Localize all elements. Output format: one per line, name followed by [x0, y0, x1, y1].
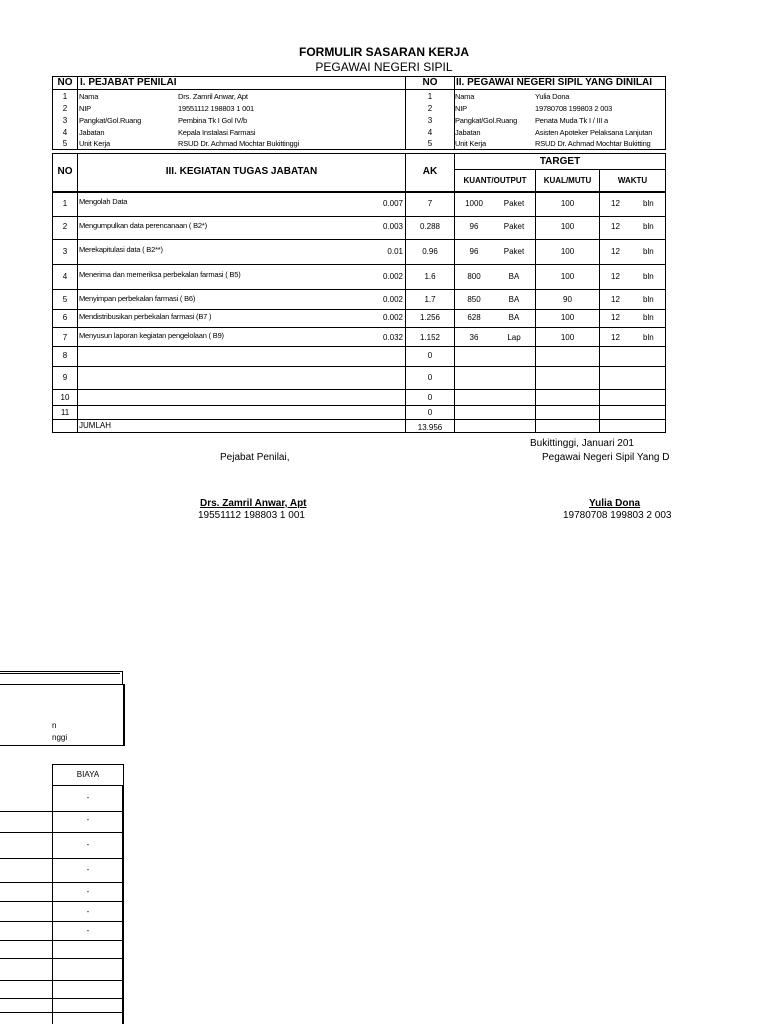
s2-value: Yulia Dona: [535, 92, 570, 101]
total-label: JUMLAH: [79, 421, 112, 430]
row-ak: 7: [427, 199, 433, 208]
s2-value: Penata Muda Tk I / III a: [535, 116, 609, 125]
biaya-value: -: [86, 840, 90, 849]
row-time: 12: [611, 272, 620, 281]
right-signer-name: Yulia Dona: [589, 498, 641, 509]
s1-no: 4: [62, 128, 68, 137]
form-subtitle: PEGAWAI NEGERI SIPIL: [315, 60, 453, 74]
row-time: 12: [611, 222, 620, 231]
left-signer-name: Drs. Zamril Anwar, Apt: [200, 498, 307, 509]
place-date: Bukittinggi, Januari 201: [530, 438, 634, 449]
row-time: 12: [611, 295, 620, 304]
row-ak: 1.256: [419, 313, 441, 322]
frag-text-2: nggi: [52, 733, 68, 742]
row-activity: Mengumpulkan data perencanaan ( B2*): [79, 221, 207, 230]
s2-no: 4: [427, 128, 433, 137]
s1-value: Pembina Tk I Gol IV/b: [178, 116, 248, 125]
s1-value: RSUD Dr. Achmad Mochtar Bukittinggi: [178, 139, 299, 148]
row-kual: 100: [560, 272, 575, 281]
row-activity: Merekapitulasi data ( B2**): [79, 245, 163, 254]
row-time-unit: bln: [643, 199, 654, 208]
row-no: 4: [62, 272, 68, 281]
row-rate: 0.002: [382, 295, 403, 304]
row-kual: 100: [560, 313, 575, 322]
row-time-unit: bln: [643, 295, 654, 304]
frag-text-1: n: [52, 721, 57, 730]
s1-value: Kepala Instalasi Farmasi: [178, 128, 256, 137]
s2-value: RSUD Dr. Achmad Mochtar Bukitting: [535, 139, 651, 148]
s2-label: Pangkat/Gol.Ruang: [455, 116, 518, 125]
row-ak: 1.6: [424, 272, 436, 281]
s1-no: 1: [62, 92, 68, 101]
biaya-value: -: [86, 887, 90, 896]
table-kuant-header: KUANT/OUTPUT: [463, 176, 527, 185]
biaya-value: -: [86, 815, 90, 824]
row-no: 8: [62, 351, 68, 360]
biaya-value: -: [86, 907, 90, 916]
row-no: 7: [62, 333, 68, 342]
row-rate: 0.003: [382, 222, 403, 231]
row-qty: 628: [467, 313, 481, 322]
s2-label: Unit Kerja: [455, 139, 486, 148]
right-signer-nip: 19780708 199803 2 003: [563, 510, 672, 521]
s2-no: 5: [427, 139, 433, 148]
table-no-header: NO: [57, 166, 73, 177]
row-rate: 0.01: [387, 247, 403, 256]
s2-no: 3: [427, 116, 433, 125]
row-kual: 100: [560, 199, 575, 208]
row-no: 10: [60, 393, 70, 402]
row-ak: 0.288: [419, 222, 441, 231]
left-signer-role: Pejabat Penilai,: [220, 452, 290, 463]
row-no: 11: [60, 408, 70, 417]
row-unit: BA: [508, 295, 520, 304]
row-qty: 850: [467, 295, 481, 304]
row-time: 12: [611, 313, 620, 322]
row-ak: 1.152: [419, 333, 441, 342]
s2-label: Nama: [455, 92, 475, 101]
row-kual: 90: [563, 295, 572, 304]
row-time: 12: [611, 199, 620, 208]
s1-label: Pangkat/Gol.Ruang: [79, 116, 142, 125]
biaya-value: -: [86, 793, 90, 802]
s1-no: 5: [62, 139, 68, 148]
row-no: 9: [62, 373, 68, 382]
biaya-header: BIAYA: [76, 770, 100, 779]
row-unit: BA: [508, 272, 520, 281]
s1-label: Nama: [79, 92, 99, 101]
s1-value: Drs. Zamril Anwar, Apt: [178, 92, 248, 101]
row-ak: 0.96: [422, 247, 438, 256]
row-ak: 0: [427, 351, 433, 360]
row-rate: 0.007: [382, 199, 403, 208]
row-qty: 96: [469, 222, 479, 231]
row-ak: 0: [427, 408, 433, 417]
row-no: 6: [62, 313, 68, 322]
biaya-value: -: [86, 926, 90, 935]
row-time: 12: [611, 247, 620, 256]
s2-no: 1: [427, 92, 433, 101]
row-rate: 0.002: [382, 272, 403, 281]
row-activity: Menyimpan perbekalan farmasi ( B6): [79, 294, 196, 303]
table-activity-header: III. KEGIATAN TUGAS JABATAN: [165, 166, 318, 177]
right-signer-role: Pegawai Negeri Sipil Yang D: [542, 452, 670, 463]
total-ak: 13.956: [417, 423, 443, 432]
row-time-unit: bln: [643, 222, 654, 231]
table-target-header: TARGET: [539, 156, 581, 167]
table-waktu-header: WAKTU: [617, 176, 648, 185]
s1-label: Jabatan: [79, 128, 105, 137]
s2-value: 19780708 199803 2 003: [535, 104, 613, 113]
left-signer-nip: 19551112 198803 1 001: [198, 510, 305, 521]
s2-label: Jabatan: [455, 128, 481, 137]
row-time-unit: bln: [643, 247, 654, 256]
table-ak-header: AK: [422, 166, 438, 177]
row-activity: Mengolah Data: [79, 197, 128, 206]
row-kual: 100: [560, 333, 575, 342]
section2-header: II. PEGAWAI NEGERI SIPIL YANG DINILAI: [456, 77, 652, 88]
section1-header: I. PEJABAT PENILAI: [80, 77, 177, 88]
row-activity: Menyusun laporan kegiatan pengelolaan ( B9): [79, 331, 224, 340]
row-qty: 96: [469, 247, 479, 256]
s1-no: 3: [62, 116, 68, 125]
row-time-unit: bln: [643, 333, 654, 342]
s1-value: 19551112 198803 1 001: [178, 104, 255, 113]
row-ak: 0: [427, 393, 433, 402]
s2-label: NIP: [455, 104, 467, 113]
row-kual: 100: [560, 247, 575, 256]
row-qty: 1000: [465, 199, 483, 208]
row-time: 12: [611, 333, 620, 342]
table-kual-header: KUAL/MUTU: [543, 176, 592, 185]
row-no: 5: [62, 295, 68, 304]
row-qty: 800: [467, 272, 481, 281]
row-no: 2: [62, 222, 68, 231]
row-unit: Paket: [503, 222, 525, 231]
row-no: 3: [62, 247, 68, 256]
form-title: FORMULIR SASARAN KERJA: [298, 45, 469, 59]
row-activity: Menerima dan memeriksa perbekalan farmasi ( B5): [79, 270, 241, 279]
row-kual: 100: [560, 222, 575, 231]
row-time-unit: bln: [643, 313, 654, 322]
row-time-unit: bln: [643, 272, 654, 281]
row-rate: 0.032: [382, 333, 403, 342]
row-unit: Paket: [503, 199, 525, 208]
s1-label: Unit Kerja: [79, 139, 110, 148]
row-unit: Lap: [507, 333, 521, 342]
row-rate: 0.002: [382, 313, 403, 322]
section1-no-header: NO: [57, 77, 73, 88]
row-unit: BA: [508, 313, 520, 322]
row-qty: 36: [469, 333, 479, 342]
row-activity: Mendistribusikan perbekalan farmasi (B7 ): [79, 312, 212, 321]
s1-label: NIP: [79, 104, 91, 113]
row-ak: 0: [427, 373, 433, 382]
s1-no: 2: [62, 104, 68, 113]
section2-no-header: NO: [422, 77, 438, 88]
s2-no: 2: [427, 104, 433, 113]
row-ak: 1.7: [424, 295, 436, 304]
row-no: 1: [62, 199, 68, 208]
s2-value: Asisten Apoteker Pelaksana Lanjutan: [535, 128, 653, 137]
biaya-value: -: [86, 865, 90, 874]
row-unit: Paket: [503, 247, 525, 256]
